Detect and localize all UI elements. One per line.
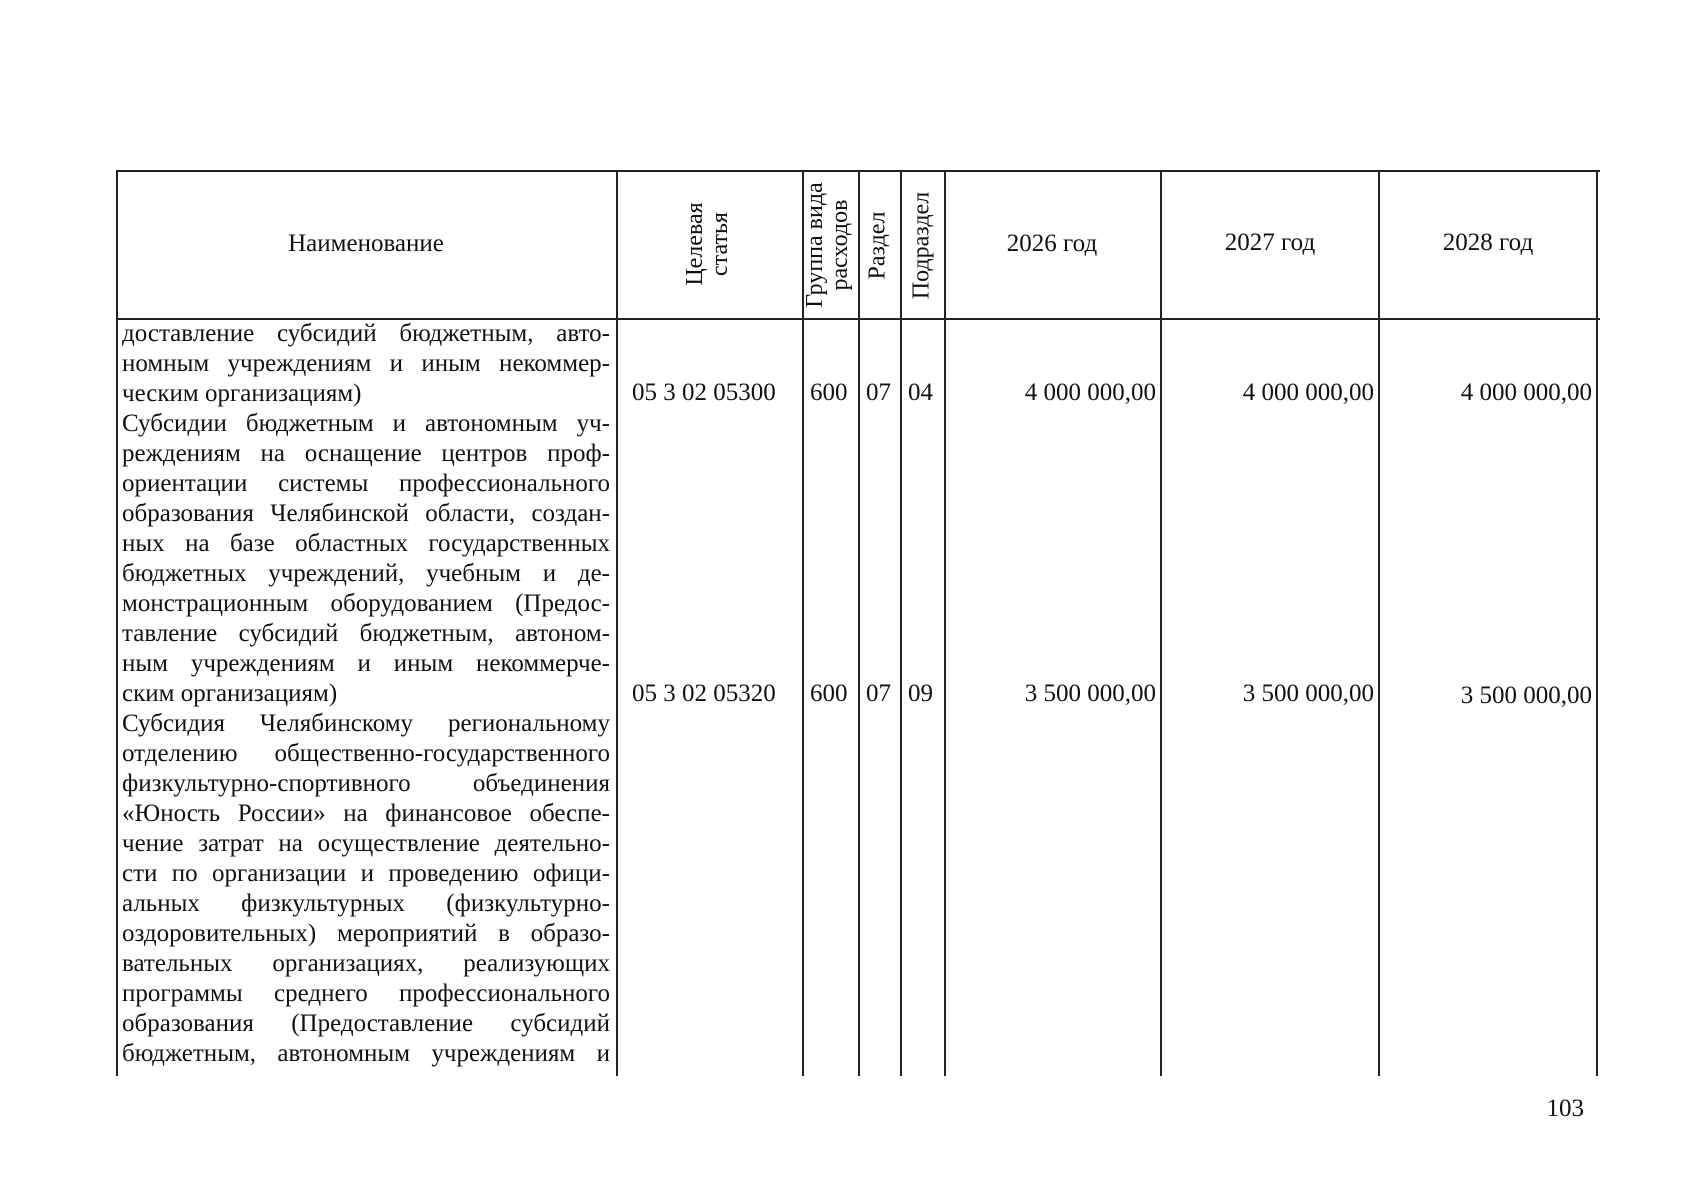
row1-section: 07	[866, 379, 891, 406]
row1-expense-group: 600	[810, 379, 848, 406]
row2-subsection: 09	[908, 680, 933, 707]
row2-target-article: 05 3 02 05320	[632, 680, 776, 707]
name-line: ориентации системы профессионального	[122, 470, 610, 497]
name-line: образования Челябинской области, создан-	[122, 500, 610, 527]
page-number: 103	[1546, 1095, 1584, 1122]
col-divider-section	[900, 170, 902, 1076]
header-target-article: Целевая статья	[682, 202, 733, 286]
name-line: монстрационным оборудованием (Предос-	[122, 590, 610, 617]
name-line: сти по организации и проведению офици-	[122, 860, 610, 887]
name-line: доставление субсидий бюджетным, авто-	[122, 320, 610, 347]
name-line: реждениям на оснащение центров проф-	[122, 440, 610, 467]
name-line: бюджетным, автономным учреждениям и	[122, 1040, 610, 1067]
name-line: «Юность России» на финансовое обеспе-	[122, 800, 610, 827]
header-subsection: Подраздел	[908, 191, 935, 300]
header-year-2028: 2028 год	[1442, 229, 1534, 256]
name-line: чение затрат на осуществление деятельно-	[122, 830, 610, 857]
name-line: ческим организациям)	[122, 380, 362, 407]
row2-year-2028: 3 500 000,00	[1460, 682, 1592, 709]
row1-year-2027: 4 000 000,00	[1242, 379, 1374, 406]
col-divider-name	[616, 170, 618, 1076]
name-line: Субсидии бюджетным и автономным уч-	[122, 410, 610, 437]
name-line: ным учреждениям и иным некоммерче-	[122, 650, 610, 677]
header-name: Наименование	[288, 230, 444, 257]
name-line: физкультурно-спортивного объединения	[122, 770, 610, 797]
name-line: ных на базе областных государственных	[122, 530, 610, 557]
name-line: Субсидия Челябинскому региональному	[122, 710, 610, 737]
row2-expense-group: 600	[810, 680, 848, 707]
name-line: вательных организациях, реализующих	[122, 950, 610, 977]
name-line: отделению общественно-государственного	[122, 740, 610, 767]
col-divider-2026	[1160, 170, 1162, 1076]
row1-year-2028: 4 000 000,00	[1460, 379, 1592, 406]
name-line: образования (Предоставление субсидий	[122, 1010, 610, 1037]
row1-subsection: 04	[908, 379, 933, 406]
row2-year-2027: 3 500 000,00	[1242, 680, 1374, 707]
row1-year-2026: 4 000 000,00	[1024, 379, 1156, 406]
col-divider-2027	[1378, 170, 1380, 1076]
name-line: тавление субсидий бюджетным, автоном-	[122, 620, 610, 647]
col-divider-subsection	[944, 170, 946, 1076]
table-right-border	[1596, 170, 1598, 1076]
name-line: бюджетных учреждений, учебным и де-	[122, 560, 610, 587]
name-line: программы среднего профессионального	[122, 980, 610, 1007]
name-line: альных физкультурных (физкультурно-	[122, 890, 610, 917]
header-section: Раздел	[864, 211, 891, 280]
header-expense-group: Группа вида расходов	[802, 182, 853, 308]
table-left-border	[116, 170, 118, 1076]
header-year-2026: 2026 год	[1006, 230, 1098, 257]
name-line: номным учреждениям и иным некоммер-	[122, 350, 610, 377]
name-line: оздоровительных) мероприятий в образо-	[122, 920, 610, 947]
row1-target-article: 05 3 02 05300	[632, 379, 776, 406]
name-line: ским организациям)	[122, 680, 338, 707]
row2-section: 07	[866, 680, 891, 707]
col-divider-group	[858, 170, 860, 1076]
header-year-2027: 2027 год	[1224, 229, 1316, 256]
row2-year-2026: 3 500 000,00	[1024, 680, 1156, 707]
